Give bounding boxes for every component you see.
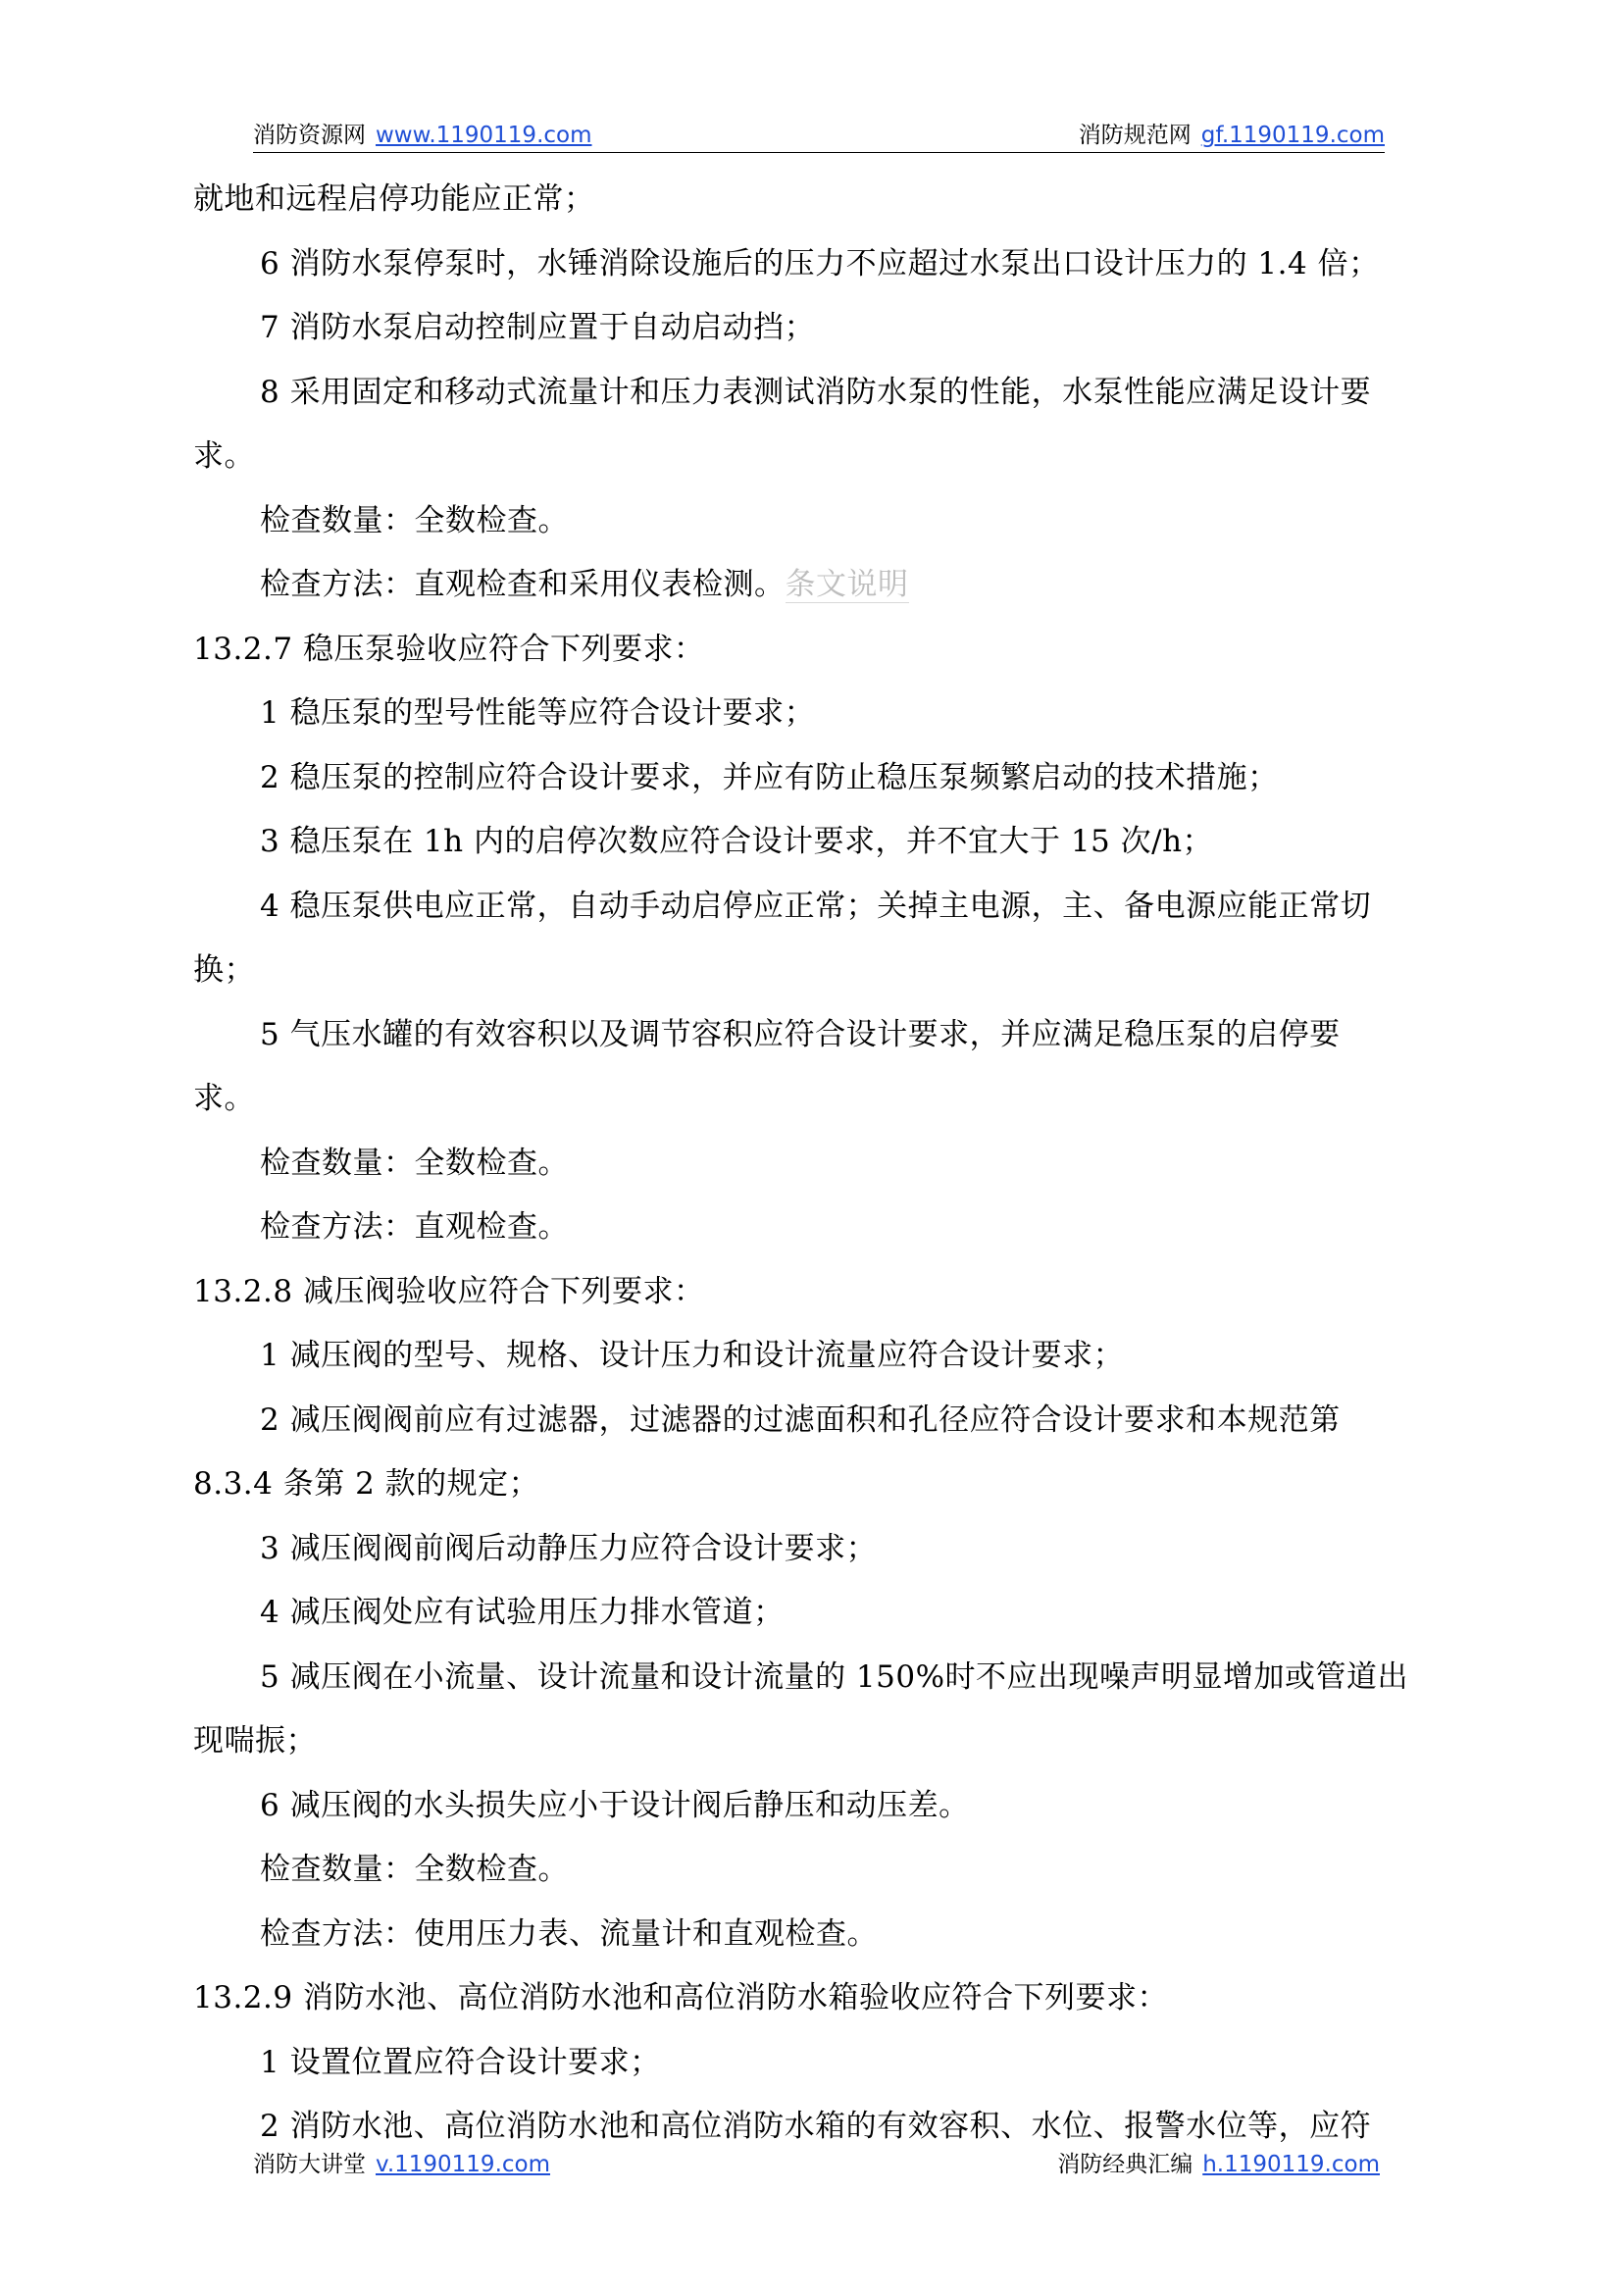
text-line: 检查方法：使用压力表、流量计和直观检查。 [260, 1915, 878, 1952]
footer-left [253, 2148, 550, 2181]
text-line: 就地和远程启停功能应正常； [193, 181, 595, 217]
text-line: 求。 [193, 438, 255, 474]
footer-left-link[interactable]: v.1190119.com [376, 2152, 551, 2177]
header-right-name: 消防规范网 [1078, 123, 1192, 148]
footer-right-name: 消防经典汇编 [1057, 2152, 1193, 2177]
text-line: 2 稳压泵的控制应符合设计要求，并应有防止稳压泵频繁启动的技术措施； [260, 759, 1279, 795]
text-line: 6 减压阀的水头损失应小于设计阀后静压和动压差。 [260, 1787, 970, 1823]
text-line: 2 减压阀阀前应有过滤器，过滤器的过滤面积和孔径应符合设计要求和本规范第 [260, 1402, 1341, 1438]
text-line: 检查数量：全数检查。 [260, 1852, 569, 1887]
header-left-link[interactable]: www.1190119.com [376, 123, 592, 148]
text-line: 8.3.4 条第 2 款的规定； [193, 1466, 540, 1502]
footer-right-link[interactable]: h.1190119.com [1202, 2152, 1380, 2177]
page-header [253, 119, 1385, 153]
header-right [1079, 119, 1385, 152]
document-body [193, 168, 1448, 2160]
text-line: 求。 [193, 1081, 255, 1116]
section-heading: 13.2.7 稳压泵验收应符合下列要求： [193, 631, 705, 667]
text-line: 6 消防水泵停泵时，水锤消除设施后的压力不应超过水泵出口设计压力的 1.4 倍； [260, 245, 1380, 281]
text-line: 2 消防水池、高位消防水池和高位消防水箱的有效容积、水位、报警水位等，应符 [260, 2109, 1372, 2144]
section-heading: 13.2.9 消防水池、高位消防水池和高位消防水箱验收应符合下列要求： [193, 1980, 1168, 2015]
text-line: 检查方法：直观检查和采用仪表检测。 [260, 567, 786, 602]
page-footer [253, 2148, 1385, 2181]
text-line-with-note [193, 553, 1448, 618]
text-line: 1 设置位置应符合设计要求； [260, 2044, 661, 2080]
footer-left-name: 消防大讲堂 [253, 2152, 366, 2177]
text-line: 4 稳压泵供电应正常，自动手动启停应正常；关掉主电源，主、备电源应能正常切 [260, 888, 1372, 924]
text-line: 1 减压阀的型号、规格、设计压力和设计流量应符合设计要求； [260, 1338, 1125, 1373]
text-line: 检查数量：全数检查。 [260, 1145, 569, 1181]
text-line: 8 采用固定和移动式流量计和压力表测试消防水泵的性能，水泵性能应满足设计要 [260, 374, 1372, 410]
footer-right [1057, 2148, 1380, 2181]
header-left [253, 119, 592, 152]
text-line: 5 气压水罐的有效容积以及调节容积应符合设计要求，并应满足稳压泵的启停要 [260, 1016, 1341, 1052]
text-line: 5 减压阀在小流量、设计流量和设计流量的 150%时不应出现噪声明显增加或管道出 [260, 1658, 1409, 1695]
header-right-link[interactable]: gf.1190119.com [1200, 123, 1385, 148]
text-line: 3 稳压泵在 1h 内的启停次数应符合设计要求，并不宜大于 15 次/h； [260, 824, 1214, 859]
text-line: 现喘振； [193, 1723, 317, 1759]
text-line: 检查方法：直观检查。 [260, 1209, 569, 1245]
section-heading: 13.2.8 减压阀验收应符合下列要求： [193, 1273, 705, 1309]
text-line: 3 减压阀阀前阀后动静压力应符合设计要求； [260, 1530, 878, 1566]
text-line: 1 稳压泵的型号性能等应符合设计要求； [260, 695, 816, 731]
text-line: 7 消防水泵启动控制应置于自动启动挡； [260, 310, 816, 345]
clause-explanation-link[interactable]: 条文说明 [785, 567, 909, 602]
text-line: 换； [193, 952, 255, 988]
text-line: 检查数量：全数检查。 [260, 502, 569, 538]
header-left-name: 消防资源网 [253, 123, 366, 148]
text-line: 4 减压阀处应有试验用压力排水管道； [260, 1595, 785, 1630]
